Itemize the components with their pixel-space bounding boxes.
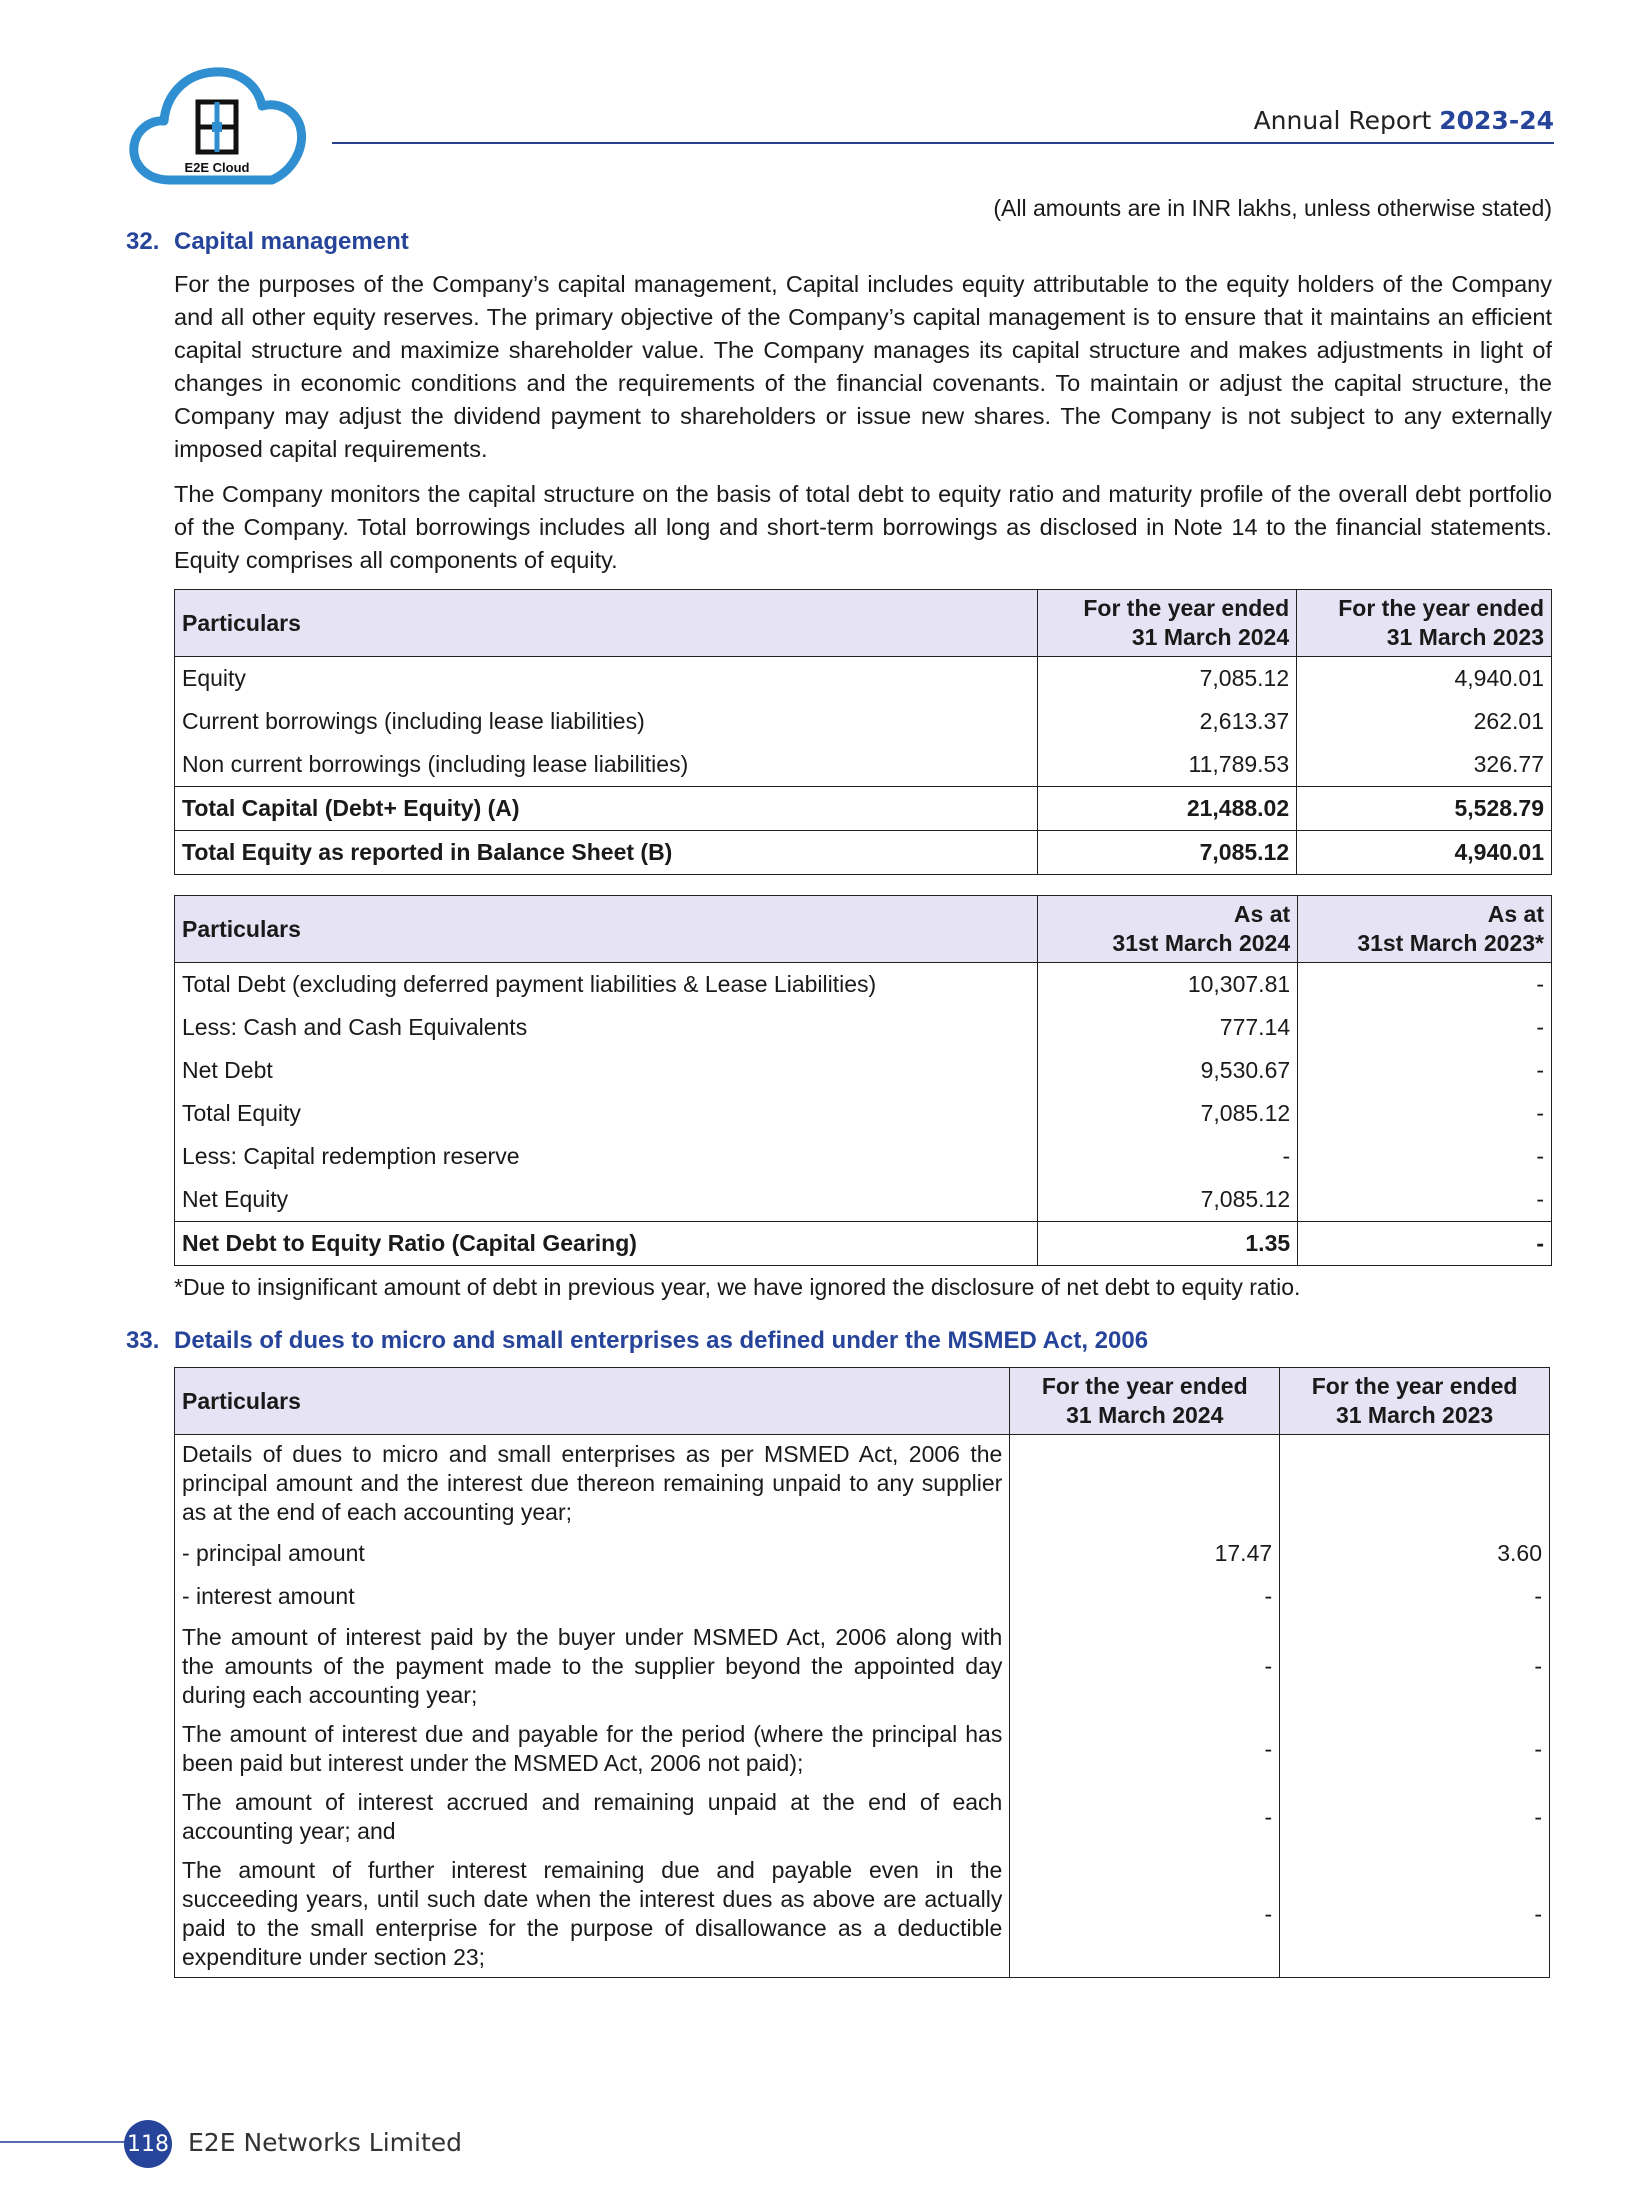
row-label: Non current borrowings (including lease liabilities) <box>175 743 1038 787</box>
column-header-2023: For the year ended 31 March 2023 <box>1297 590 1552 657</box>
value-2024: - <box>1010 1575 1280 1618</box>
table-row-total-equity <box>175 831 1552 875</box>
row-label: Current borrowings (including lease liabilities) <box>175 700 1038 743</box>
company-logo <box>126 60 308 188</box>
column-header-2023: As at 31st March 2023* <box>1298 896 1552 963</box>
section-title: Capital management <box>174 228 409 255</box>
table-row <box>175 1618 1550 1715</box>
column-header-particulars: Particulars <box>175 1368 1010 1435</box>
row-label: Equity <box>175 657 1038 701</box>
table-row-gearing-ratio <box>175 1222 1552 1266</box>
section-32-heading <box>126 228 1552 256</box>
row-label: Net Debt <box>175 1049 1038 1092</box>
value-2023: - <box>1298 1135 1552 1178</box>
value-2023: 3.60 <box>1280 1532 1550 1575</box>
value-2023: 5,528.79 <box>1297 787 1552 831</box>
value-2023: 326.77 <box>1297 743 1552 787</box>
net-debt-table <box>174 895 1552 1266</box>
value-2023: - <box>1298 963 1552 1007</box>
value-2023: - <box>1280 1783 1550 1851</box>
row-label: The amount of interest paid by the buyer under MSMED Act, 2006 along with the amounts of the payment made to the supplier beyond the appointed day during each accounting year; <box>175 1618 1010 1715</box>
value-2023: 262.01 <box>1297 700 1552 743</box>
value-2023: - <box>1280 1715 1550 1783</box>
table-header-row <box>175 1368 1550 1435</box>
capital-management-paragraph-1: For the purposes of the Company’s capital management, Capital includes equity attributable to the equity holders of the Company and all other equity reserves. The primary objective of the Company’s capital management is to ensure that it maintains an efficient capital structure and maximize shareholder value. The Company manages its capital structure and makes adjustments in light of changes in economic conditions and the requirements of the financial covenants. To maintain or adjust the capital structure, the Company may adjust the dividend payment to shareholders or issue new shares. The Company is not subject to any externally imposed capital requirements. <box>174 271 1552 462</box>
table-row <box>175 1715 1550 1783</box>
row-label: Total Equity <box>175 1092 1038 1135</box>
row-label: Less: Cash and Cash Equivalents <box>175 1006 1038 1049</box>
row-label: Total Debt (excluding deferred payment liabilities & Lease Liabilities) <box>175 963 1038 1007</box>
table-row <box>175 657 1552 701</box>
value-2023: - <box>1280 1618 1550 1715</box>
column-header-particulars: Particulars <box>175 590 1038 657</box>
value-2024: - <box>1010 1851 1280 1978</box>
logo-text: E2E Cloud <box>184 160 250 175</box>
value-2023: - <box>1298 1049 1552 1092</box>
column-header-2024: As at 31st March 2024 <box>1038 896 1298 963</box>
value-2023: 4,940.01 <box>1297 657 1552 701</box>
table-row <box>175 1135 1552 1178</box>
table-header-row <box>175 896 1552 963</box>
value-2024: - <box>1038 1135 1298 1178</box>
value-2024: 9,530.67 <box>1038 1049 1298 1092</box>
footnote: *Due to insignificant amount of debt in previous year, we have ignored the disclosure of net debt to equity ratio. <box>174 1274 1301 1300</box>
row-label: The amount of interest due and payable for the period (where the principal has been paid but interest under the MSMED Act, 2006 not paid); <box>175 1715 1010 1783</box>
value-2023: - <box>1298 1222 1552 1266</box>
value-2023: - <box>1298 1006 1552 1049</box>
row-label: Total Capital (Debt+ Equity) (A) <box>175 787 1038 831</box>
cloud-logo-icon <box>126 60 308 188</box>
value-2024: 7,085.12 <box>1038 1178 1298 1222</box>
report-title <box>1254 106 1554 135</box>
table-row <box>175 1435 1550 1533</box>
value-2024: 10,307.81 <box>1038 963 1298 1007</box>
table-row <box>175 1532 1550 1575</box>
section-33-heading <box>126 1327 1552 1355</box>
value-2024: - <box>1010 1715 1280 1783</box>
value-2024: 7,085.12 <box>1038 1092 1298 1135</box>
column-header-2024: For the year ended 31 March 2024 <box>1010 1368 1280 1435</box>
row-label: Details of dues to micro and small enterprises as per MSMED Act, 2006 the principal amount and the interest due thereon remaining unpaid to any supplier as at the end of each accounting year; <box>175 1435 1010 1533</box>
header-divider <box>332 142 1554 144</box>
report-year: 2023-24 <box>1439 106 1554 135</box>
section-title: Details of dues to micro and small enterprises as defined under the MSMED Act, 2006 <box>174 1327 1149 1354</box>
report-label: Annual Report <box>1253 106 1432 135</box>
amount-note: (All amounts are in INR lakhs, unless otherwise stated) <box>993 195 1552 221</box>
table-row <box>175 1575 1550 1618</box>
row-label: Net Equity <box>175 1178 1038 1222</box>
value-2023: - <box>1298 1092 1552 1135</box>
table-row <box>175 700 1552 743</box>
table-row <box>175 1006 1552 1049</box>
value-2024: 11,789.53 <box>1038 743 1297 787</box>
table-row <box>175 1049 1552 1092</box>
value-2024: - <box>1010 1783 1280 1851</box>
table-row <box>175 1783 1550 1851</box>
value-2023: - <box>1280 1575 1550 1618</box>
value-2024: 17.47 <box>1010 1532 1280 1575</box>
value-2023: 4,940.01 <box>1297 831 1552 875</box>
value-2024: 7,085.12 <box>1038 657 1297 701</box>
value-2024: 777.14 <box>1038 1006 1298 1049</box>
table-row <box>175 1178 1552 1222</box>
value-2024: 1.35 <box>1038 1222 1298 1266</box>
section-number: 32. <box>126 228 160 255</box>
row-label: - principal amount <box>175 1532 1010 1575</box>
msmed-table <box>174 1367 1550 1978</box>
footer-company-name: E2E Networks Limited <box>188 2128 463 2157</box>
table-row-total-capital <box>175 787 1552 831</box>
table-row <box>175 1092 1552 1135</box>
page-content <box>126 195 1552 1978</box>
row-label: The amount of interest accrued and remaining unpaid at the end of each accounting year; and <box>175 1783 1010 1851</box>
value-2023: - <box>1280 1851 1550 1978</box>
section-number: 33. <box>126 1327 160 1354</box>
value-2024 <box>1010 1435 1280 1533</box>
row-label: Net Debt to Equity Ratio (Capital Gearing) <box>175 1222 1038 1266</box>
table-row <box>175 1851 1550 1978</box>
value-2024: 7,085.12 <box>1038 831 1297 875</box>
value-2024: 2,613.37 <box>1038 700 1297 743</box>
footer-divider <box>0 2141 128 2143</box>
value-2024: - <box>1010 1618 1280 1715</box>
row-label: Less: Capital redemption reserve <box>175 1135 1038 1178</box>
column-header-2023: For the year ended 31 March 2023 <box>1280 1368 1550 1435</box>
value-2023: - <box>1298 1178 1552 1222</box>
table-row <box>175 963 1552 1007</box>
column-header-2024: For the year ended 31 March 2024 <box>1038 590 1297 657</box>
capital-management-paragraph-2: The Company monitors the capital structure on the basis of total debt to equity ratio and maturity profile of the overall debt portfolio of the Company. Total borrowings includes all long and short-term borrowings as disclosed in Note 14 to the financial statements. Equity comprises all components of equity. <box>174 481 1552 573</box>
value-2024: 21,488.02 <box>1038 787 1297 831</box>
table-row <box>175 743 1552 787</box>
row-label: - interest amount <box>175 1575 1010 1618</box>
row-label: Total Equity as reported in Balance Sheet (B) <box>175 831 1038 875</box>
capital-table <box>174 589 1552 875</box>
page-number: 118 <box>124 2120 172 2168</box>
row-label: The amount of further interest remaining due and payable even in the succeeding years, until such date when the interest dues as above are actually paid to the small enterprise for the purpose of disallowance as a deductible expenditure under section 23; <box>175 1851 1010 1978</box>
value-2023 <box>1280 1435 1550 1533</box>
column-header-particulars: Particulars <box>175 896 1038 963</box>
table-header-row <box>175 590 1552 657</box>
